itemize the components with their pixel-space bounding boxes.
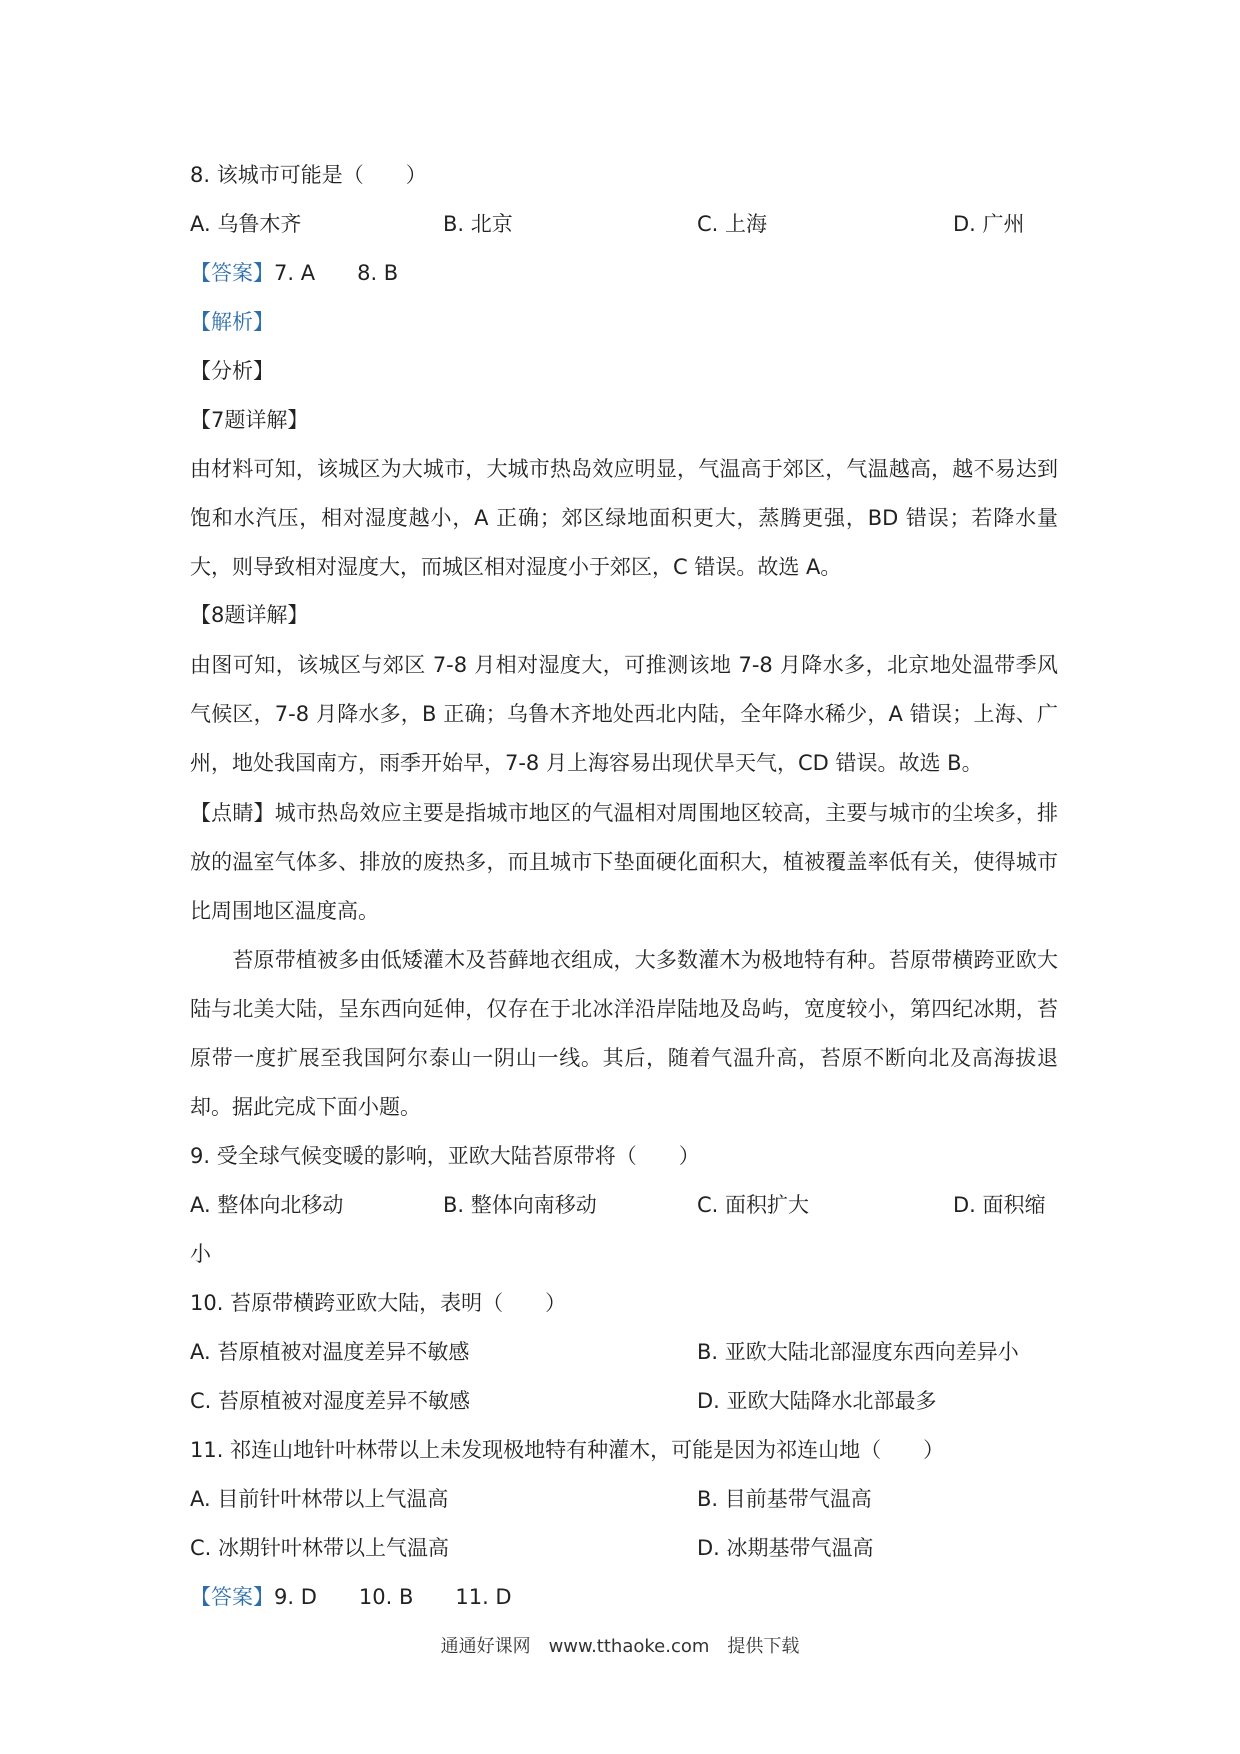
q8-option-c: C. 上海 — [697, 212, 768, 236]
answer-tag: 【答案】 — [190, 1585, 274, 1609]
answer-tag: 【答案】 — [190, 261, 274, 285]
fenxi-heading: 【分析】 — [190, 359, 274, 383]
analysis-tag: 【解析】 — [190, 310, 274, 334]
q9-option-d-overflow: 小 — [190, 1242, 211, 1266]
answer-text: 7. A 8. B — [274, 261, 399, 285]
q8-option-b: B. 北京 — [443, 212, 513, 236]
q11-option-d: D. 冰期基带气温高 — [697, 1536, 874, 1560]
q11-option-c: C. 冰期针叶林带以上气温高 — [190, 1536, 450, 1560]
q10-option-d: D. 亚欧大陆降水北部最多 — [697, 1389, 937, 1413]
answer-text: 9. D 10. B 11. D — [274, 1585, 512, 1609]
question-10-stem: 10. 苔原带横跨亚欧大陆，表明（ ） — [190, 1291, 567, 1315]
q9-option-c: C. 面积扩大 — [697, 1193, 810, 1217]
material-passage: 苔原带植被多由低矮灌木及苔藓地衣组成，大多数灌木为极地特有种。苔原带横跨亚欧大陆与北美大陆，呈东西向延伸，仅存在于北冰洋沿岸陆地及岛屿，宽度较小，第四纪冰期，苔原带一度扩展至我国阿尔泰山一阴山一线。其后，随着气温升高，苔原不断向北及高海拔退却。据此完成下面小题。 — [190, 948, 1058, 1119]
q8-option-a: A. 乌鲁木齐 — [190, 212, 302, 236]
question-8-stem: 8. 该城市可能是（ ） — [190, 163, 427, 187]
q11-option-b: B. 目前基带气温高 — [697, 1487, 872, 1511]
q10-option-b: B. 亚欧大陆北部湿度东西向差异小 — [697, 1340, 1019, 1364]
page-footer: 通通好课网 www.tthaoke.com 提供下载 — [440, 1636, 800, 1657]
answer-line-2 — [190, 1582, 512, 1612]
dianjing-text: 城市热岛效应主要是指城市地区的气温相对周围地区较高，主要与城市的尘埃多，排放的温室气体多、排放的废热多，而且城市下垫面硬化面积大，植被覆盖率低有关，使得城市比周围地区温度高。 — [190, 801, 1058, 923]
q8-option-d: D. 广州 — [953, 212, 1025, 236]
question-11-stem: 11. 祁连山地针叶林带以上未发现极地特有种灌木，可能是因为祁连山地（ ） — [190, 1438, 945, 1462]
answer-line-1 — [190, 258, 398, 288]
q8-detail-text: 由图可知，该城区与郊区 7-8 月相对湿度大，可推测该地 7-8 月降水多，北京地处温带季风气候区，7-8 月降水多，B 正确；乌鲁木齐地处西北内陆，全年降水稀少，A 错误；上海、广州，地处我国南方，雨季开始早，7-8 月上海容易出现伏旱天气，CD 错误。故选 B。 — [190, 653, 1058, 775]
q11-option-a: A. 目前针叶林带以上气温高 — [190, 1487, 449, 1511]
q9-option-a: A. 整体向北移动 — [190, 1193, 344, 1217]
dianjing-block — [190, 789, 1058, 936]
q10-option-c: C. 苔原植被对湿度差异不敏感 — [190, 1389, 471, 1413]
q10-option-a: A. 苔原植被对温度差异不敏感 — [190, 1340, 470, 1364]
question-9-stem: 9. 受全球气候变暖的影响，亚欧大陆苔原带将（ ） — [190, 1144, 700, 1168]
q9-option-b: B. 整体向南移动 — [443, 1193, 597, 1217]
q9-option-d: D. 面积缩 — [953, 1193, 1046, 1217]
q7-detail-heading: 【7题详解】 — [190, 408, 309, 432]
q8-detail-heading: 【8题详解】 — [190, 603, 309, 627]
dianjing-tag: 【点睛】 — [190, 801, 275, 825]
q7-detail-text: 由材料可知，该城区为大城市，大城市热岛效应明显，气温高于郊区，气温越高，越不易达到饱和水汽压，相对湿度越小，A 正确；郊区绿地面积更大，蒸腾更强，BD 错误；若降水量大，则导致相对湿度大，而城区相对湿度小于郊区，C 错误。故选 A。 — [190, 457, 1058, 579]
